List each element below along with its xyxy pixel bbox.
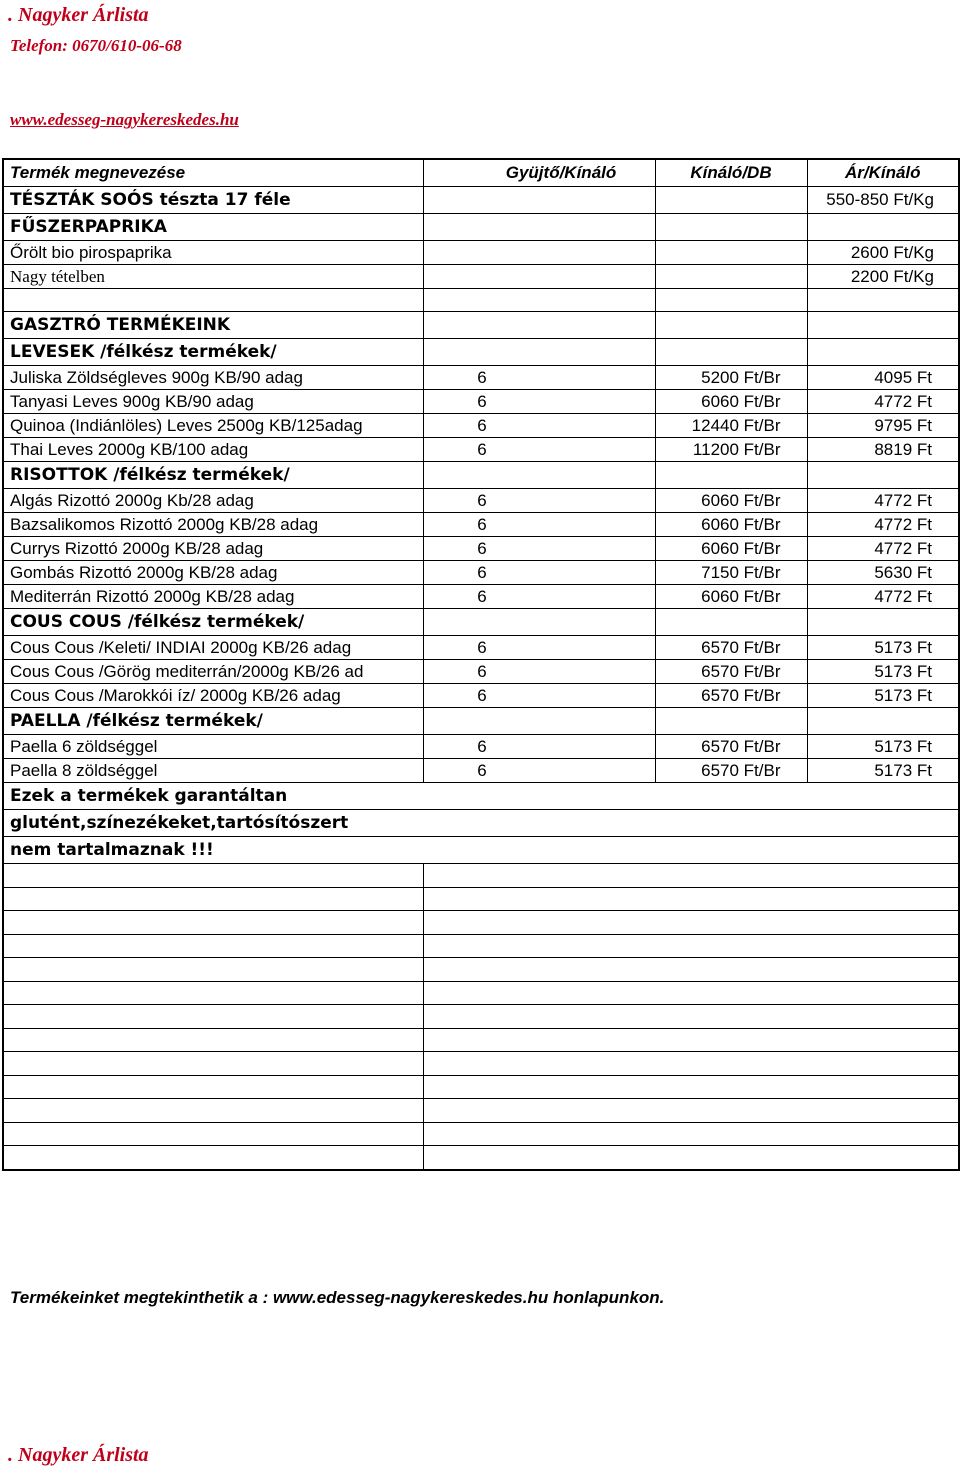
product-name: Mediterrán Rizottó 2000g KB/28 adag xyxy=(3,585,423,609)
unit-count: 6 xyxy=(423,366,655,390)
product-name: Paella 8 zöldséggel xyxy=(3,759,423,783)
unit-price: 6570 Ft/Br xyxy=(655,735,807,759)
table-header-row xyxy=(3,159,959,187)
table-row xyxy=(3,660,959,684)
table-row xyxy=(3,759,959,783)
price-table xyxy=(2,158,960,1171)
phone-number: Telefon: 0670/610-06-68 xyxy=(10,36,182,55)
unit-count: 6 xyxy=(423,438,655,462)
table-row xyxy=(3,462,959,489)
price-cell: 5630 Ft xyxy=(807,561,959,585)
price-cell: 4772 Ft xyxy=(807,585,959,609)
product-name: Cous Cous /Görög mediterrán/2000g KB/26 ad xyxy=(3,660,423,684)
section-heading: COUS COUS /félkész termékek/ xyxy=(3,609,423,636)
table-row xyxy=(3,1075,959,1099)
price-cell: 5173 Ft xyxy=(807,636,959,660)
website-link[interactable]: www.edesseg-nagykereskedes.hu xyxy=(10,110,239,129)
product-name: Őrölt bio pirospaprika xyxy=(3,241,423,265)
unit-price: 12440 Ft/Br xyxy=(655,414,807,438)
table-row xyxy=(3,312,959,339)
table-row xyxy=(3,887,959,911)
unit-price: 6570 Ft/Br xyxy=(655,660,807,684)
table-row xyxy=(3,1122,959,1146)
price-cell: 5173 Ft xyxy=(807,684,959,708)
table-row xyxy=(3,561,959,585)
section-heading: GASZTRÓ TERMÉKEINK xyxy=(3,312,423,339)
table-row xyxy=(3,864,959,888)
table-row xyxy=(3,214,959,241)
table-row xyxy=(3,636,959,660)
unit-price: 6060 Ft/Br xyxy=(655,537,807,561)
unit-price: 6060 Ft/Br xyxy=(655,585,807,609)
price-cell: 550-850 Ft/Kg xyxy=(807,187,959,214)
product-name: Cous Cous /Marokkói íz/ 2000g KB/26 adag xyxy=(3,684,423,708)
unit-count: 6 xyxy=(423,489,655,513)
unit-price: 6060 Ft/Br xyxy=(655,489,807,513)
table-row xyxy=(3,265,959,289)
product-name: Quinoa (Indiánlöles) Leves 2500g KB/125adag xyxy=(3,414,423,438)
table-row xyxy=(3,684,959,708)
unit-count: 6 xyxy=(423,390,655,414)
note-line: glutént,színezékeket,tartósítószert xyxy=(3,810,423,837)
table-row xyxy=(3,339,959,366)
column-header-unit-price: Kínáló/DB xyxy=(655,159,807,187)
table-row xyxy=(3,438,959,462)
table-row xyxy=(3,981,959,1005)
table-row xyxy=(3,735,959,759)
product-name: Currys Rizottó 2000g KB/28 adag xyxy=(3,537,423,561)
table-row xyxy=(3,934,959,958)
price-cell: 2600 Ft/Kg xyxy=(807,241,959,265)
table-row xyxy=(3,513,959,537)
note-row xyxy=(3,783,959,810)
unit-count: 6 xyxy=(423,759,655,783)
unit-price: 6570 Ft/Br xyxy=(655,684,807,708)
section-heading: FŰSZERPAPRIKA xyxy=(3,214,423,241)
table-row xyxy=(3,414,959,438)
column-header-collector: Gyüjtő/Kínáló xyxy=(423,159,655,187)
table-row xyxy=(3,911,959,935)
note-line: Ezek a termékek garantáltan xyxy=(3,783,423,810)
unit-price: 5200 Ft/Br xyxy=(655,366,807,390)
unit-price: 6060 Ft/Br xyxy=(655,513,807,537)
column-header-product: Termék megnevezése xyxy=(3,159,423,187)
product-name: Bazsalikomos Rizottó 2000g KB/28 adag xyxy=(3,513,423,537)
table-row xyxy=(3,609,959,636)
price-cell: 4772 Ft xyxy=(807,390,959,414)
footer-note: Termékeinket megtekinthetik a : www.edesseg-nagykereskedes.hu honlapunkon. xyxy=(10,1288,665,1307)
price-cell: 5173 Ft xyxy=(807,660,959,684)
table-row xyxy=(3,1005,959,1029)
table-row xyxy=(3,1028,959,1052)
product-name: Juliska Zöldségleves 900g KB/90 adag xyxy=(3,366,423,390)
price-cell: 5173 Ft xyxy=(807,759,959,783)
price-cell: 4772 Ft xyxy=(807,513,959,537)
unit-count: 6 xyxy=(423,561,655,585)
unit-price: 6060 Ft/Br xyxy=(655,390,807,414)
table-row xyxy=(3,241,959,265)
unit-price: 7150 Ft/Br xyxy=(655,561,807,585)
unit-count: 6 xyxy=(423,513,655,537)
product-name: Gombás Rizottó 2000g KB/28 adag xyxy=(3,561,423,585)
price-cell: 2200 Ft/Kg xyxy=(807,265,959,289)
table-row xyxy=(3,289,959,312)
product-name: Tanyasi Leves 900g KB/90 adag xyxy=(3,390,423,414)
section-heading: PAELLA /félkész termékek/ xyxy=(3,708,423,735)
section-heading: RISOTTOK /félkész termékek/ xyxy=(3,462,423,489)
table-row xyxy=(3,489,959,513)
unit-count: 6 xyxy=(423,684,655,708)
table-row xyxy=(3,537,959,561)
table-row xyxy=(3,708,959,735)
unit-count: 6 xyxy=(423,660,655,684)
unit-count: 6 xyxy=(423,636,655,660)
product-name: Thai Leves 2000g KB/100 adag xyxy=(3,438,423,462)
table-row xyxy=(3,1052,959,1076)
note-row xyxy=(3,810,959,837)
unit-price: 6570 Ft/Br xyxy=(655,759,807,783)
product-name: Nagy tételben xyxy=(3,265,423,289)
note-line: nem tartalmaznak !!! xyxy=(3,837,423,864)
section-heading: LEVESEK /félkész termékek/ xyxy=(3,339,423,366)
page-title: . Nagyker Árlista xyxy=(8,4,149,26)
price-cell: 8819 Ft xyxy=(807,438,959,462)
unit-price: 11200 Ft/Br xyxy=(655,438,807,462)
table-row xyxy=(3,366,959,390)
footer-title: . Nagyker Árlista xyxy=(8,1444,149,1466)
column-header-price: Ár/Kínáló xyxy=(807,159,959,187)
table-row xyxy=(3,585,959,609)
table-row xyxy=(3,390,959,414)
price-cell: 4772 Ft xyxy=(807,489,959,513)
note-row xyxy=(3,837,959,864)
product-name: Paella 6 zöldséggel xyxy=(3,735,423,759)
price-cell: 9795 Ft xyxy=(807,414,959,438)
table-row xyxy=(3,1099,959,1123)
unit-count: 6 xyxy=(423,735,655,759)
table-row xyxy=(3,958,959,982)
price-cell: 4095 Ft xyxy=(807,366,959,390)
price-cell: 5173 Ft xyxy=(807,735,959,759)
unit-price: 6570 Ft/Br xyxy=(655,636,807,660)
unit-count: 6 xyxy=(423,414,655,438)
unit-count: 6 xyxy=(423,537,655,561)
unit-count: 6 xyxy=(423,585,655,609)
product-name: Algás Rizottó 2000g Kb/28 adag xyxy=(3,489,423,513)
price-cell: 4772 Ft xyxy=(807,537,959,561)
section-heading: TÉSZTÁK SOÓS tészta 17 féle xyxy=(3,187,423,214)
table-row xyxy=(3,187,959,214)
table-row xyxy=(3,1146,959,1170)
product-name: Cous Cous /Keleti/ INDIAI 2000g KB/26 adag xyxy=(3,636,423,660)
